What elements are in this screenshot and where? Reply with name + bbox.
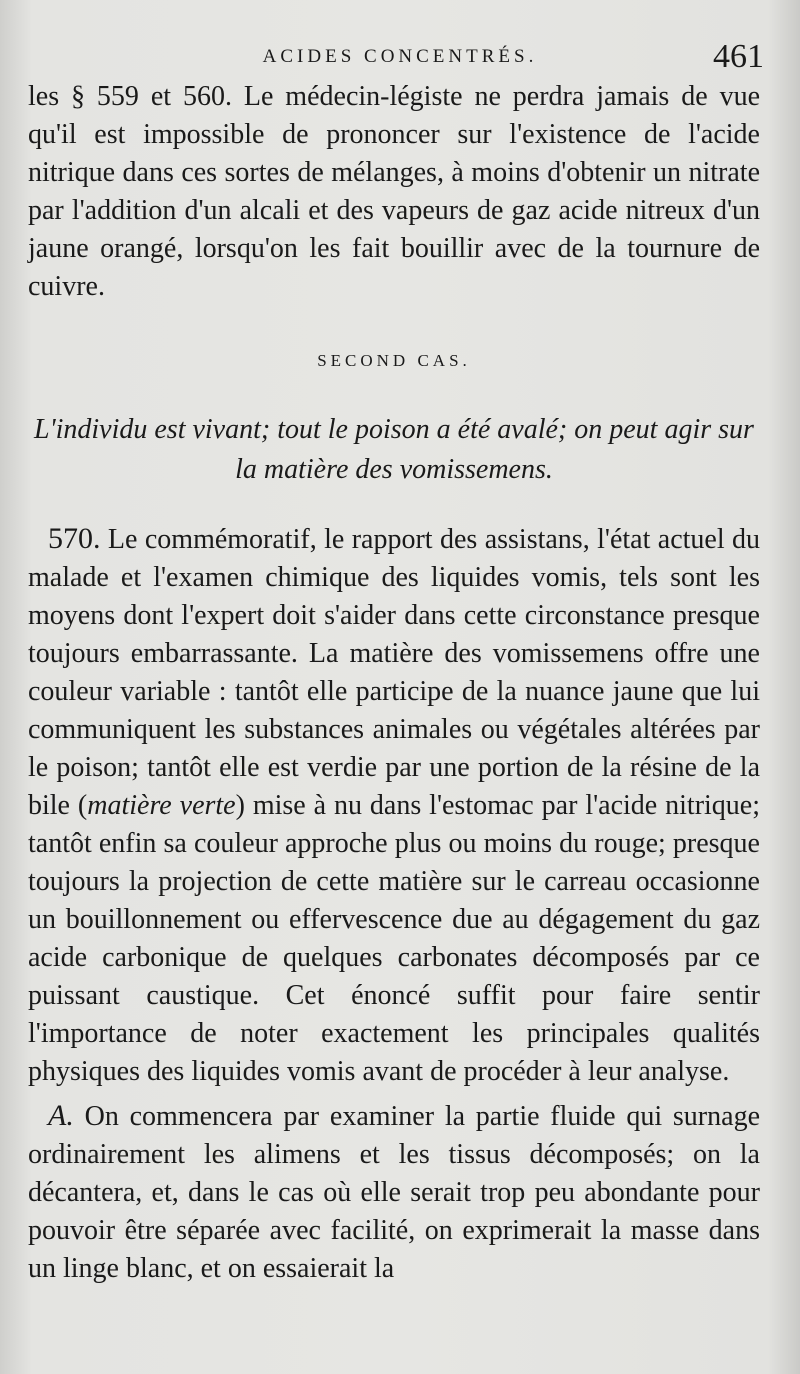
paragraph-letter: A. (48, 1099, 74, 1132)
section-subtitle: L'individu est vivant; tout le poison a été avalé; on peut agir sur la matière des vomissemens. (34, 414, 754, 485)
paragraph-a-text: On commencera par examiner la partie fluide qui surnage ordinairement les alimens et les tissus décomposés; on la décantera, et, dans le cas où elle serait trop peu abondante pour pouvoir être séparée avec facilité, on exprimerait la masse dans un linge blanc, et on essaierait la (28, 1101, 760, 1284)
running-title: ACIDES CONCENTRÉS. (262, 46, 538, 67)
body-text (28, 78, 760, 1288)
paragraph-number: 570. (48, 522, 101, 555)
paragraph-continued: les § 559 et 560. Le médecin-légiste ne perdra jamais de vue qu'il est impossible de prononcer sur l'existence de l'acide nitrique dans ces sortes de mélanges, à moins d'obtenir un nitrate par l'addition d'un alcali et des vapeurs de gaz acide nitreux d'un jaune orangé, lorsqu'on les fait bouillir avec de la tournure de cuivre. (28, 81, 760, 302)
paragraph-a (28, 1097, 760, 1288)
page-header (0, 38, 800, 78)
paragraph-570-text-part1: Le commémoratif, le rapport des assistans, l'état actuel du malade et l'examen chimique des liquides vomis, tels sont les moyens dont l'expert doit s'aider dans cette circonstance presque toujours embarrassante. La matière des vomissemens offre une couleur variable : tantôt elle participe de la nuance jaune que lui communiquent les substances animales ou végétales altérées par le poison; tantôt elle est verdie par une portion de la résine de la bile ( (28, 524, 761, 821)
paragraph-570-italic: matière verte (87, 790, 236, 821)
page-number: 461 (713, 38, 764, 75)
paragraph-570 (28, 520, 760, 1091)
section-heading: SECOND CAS. (317, 351, 471, 370)
paragraph-570-text-part2: ) mise à nu dans l'estomac par l'acide nitrique; tantôt enfin sa couleur approche plus ou moins du rouge; presque toujours la projection de cette matière sur le carreau occasionne un bouillonnement ou effervescence due au dégagement du gaz acide carbonique de quelques carbonates décomposés par ce puissant caustique. Cet énoncé suffit pour faire sentir l'importance de noter exactement les principales qualités physiques des liquides vomis avant de procéder à leur analyse. (28, 790, 761, 1087)
